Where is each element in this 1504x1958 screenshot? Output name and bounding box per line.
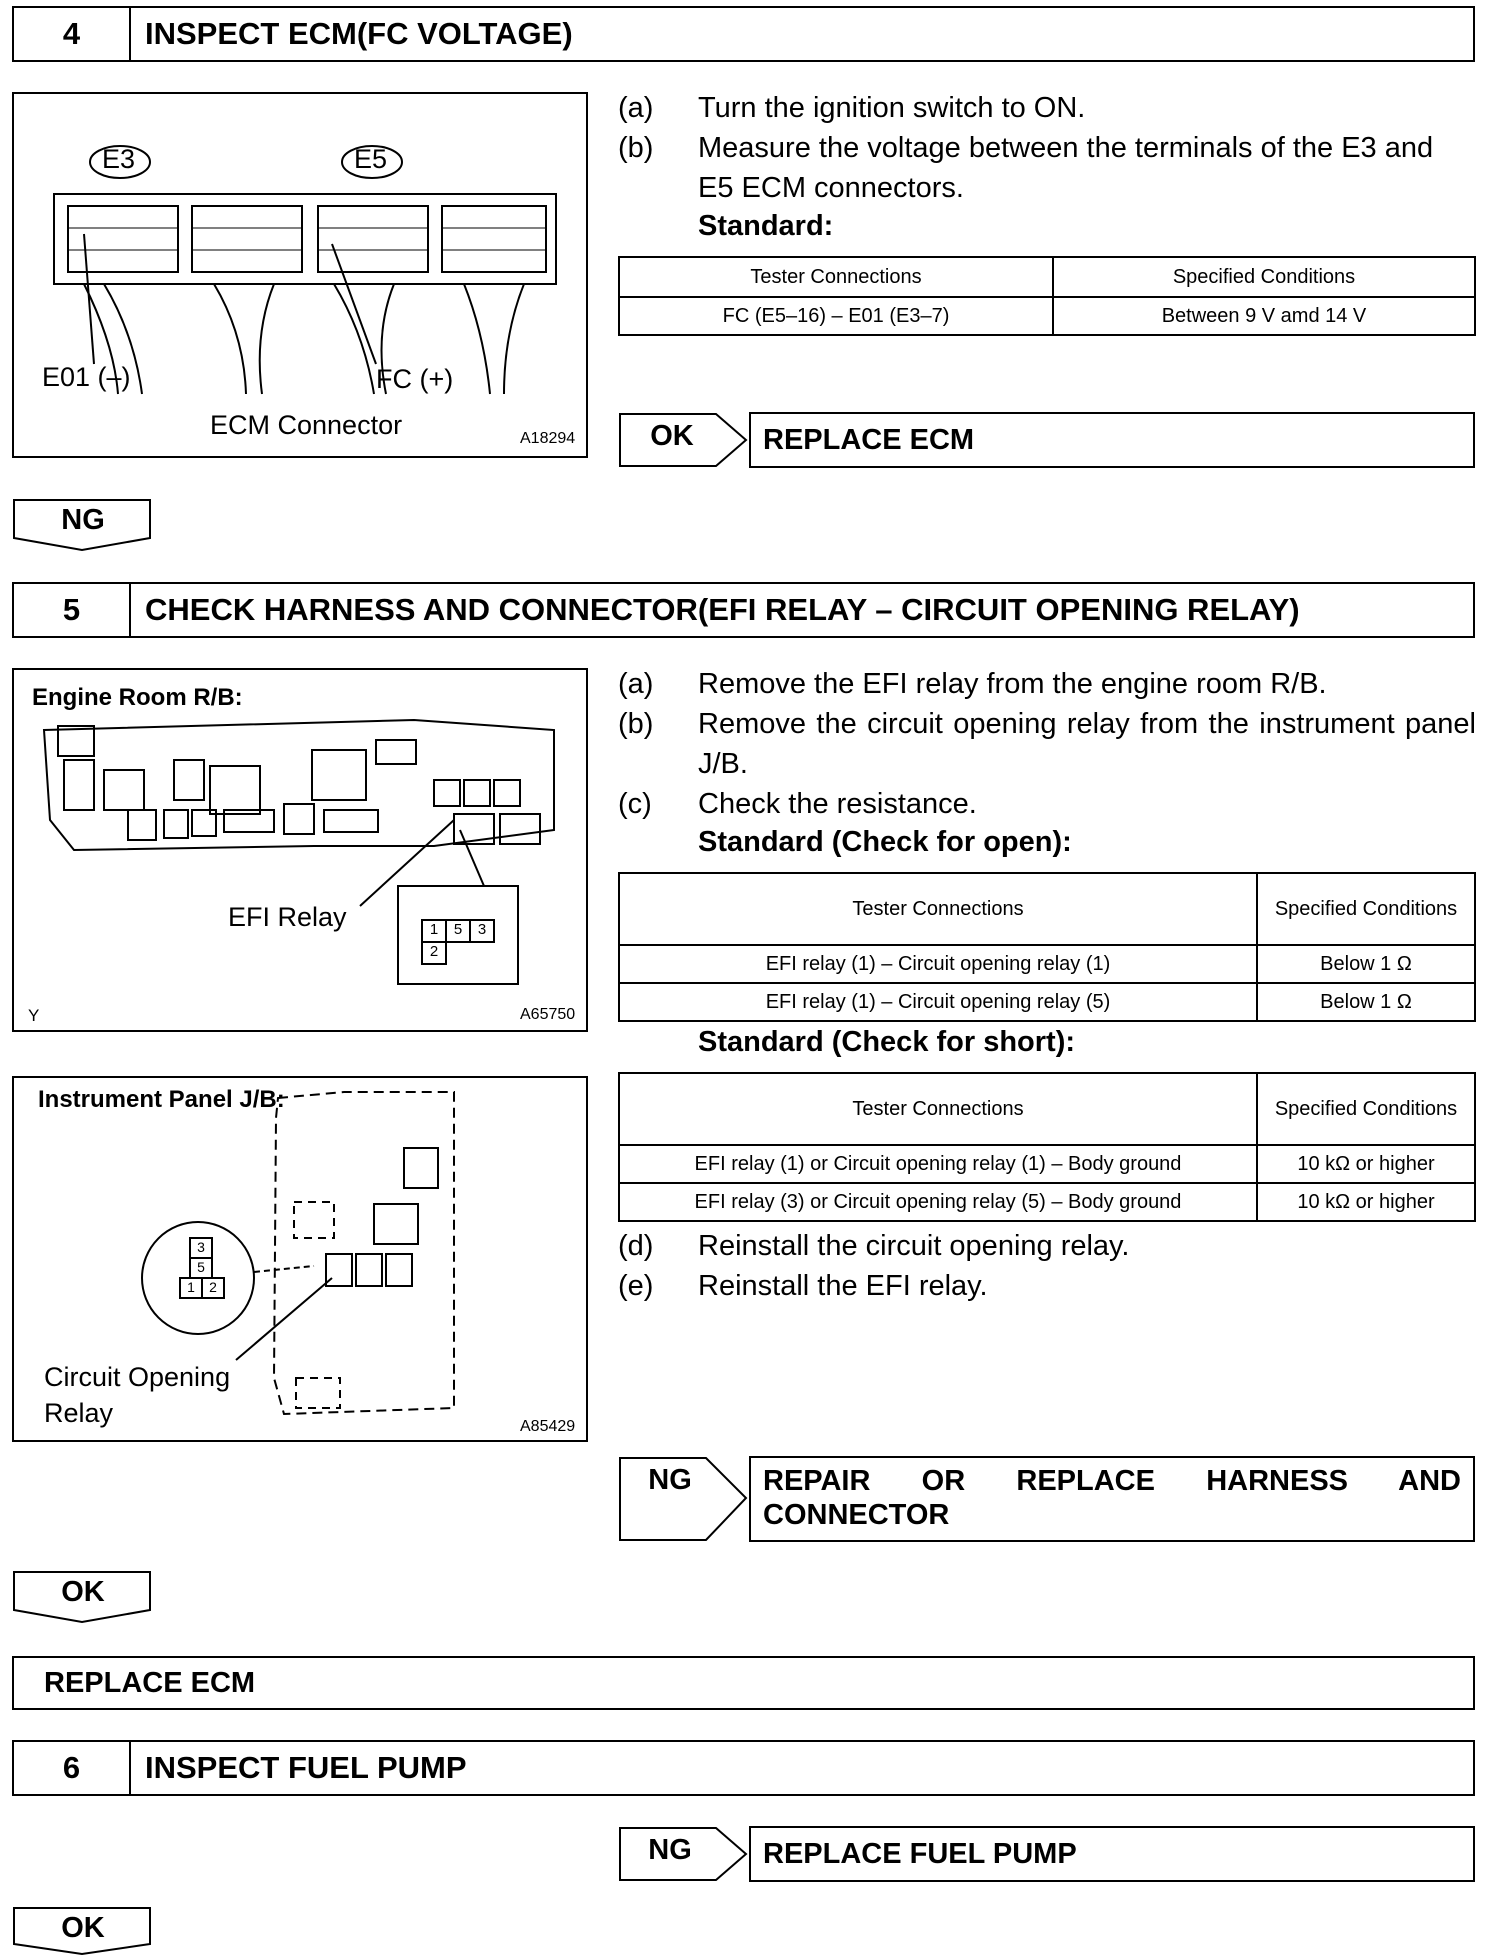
table-cell: Between 9 V amd 14 V: [1053, 297, 1475, 335]
figure-code: A85429: [520, 1418, 576, 1435]
step-number: 5: [14, 584, 131, 636]
instruction-text: Turn the ignition switch to ON.: [698, 92, 1086, 124]
table-cell: EFI relay (1) – Circuit opening relay (5): [619, 983, 1257, 1021]
table-cell: 10 kΩ or higher: [1257, 1183, 1475, 1221]
instruction-label: (a): [618, 668, 654, 700]
step-number: 4: [14, 8, 131, 60]
instruction-label: (c): [618, 788, 652, 820]
spec-table-open: [618, 872, 1476, 1022]
table-cell: EFI relay (1) – Circuit opening relay (1): [619, 945, 1257, 983]
instruction-item: [618, 88, 1476, 128]
relay-label: Circuit Opening: [44, 1362, 231, 1392]
figure-title: Instrument Panel J/B:: [38, 1086, 285, 1113]
result-replace-ecm-final: REPLACE ECM: [12, 1656, 1475, 1710]
table-row: [619, 1145, 1475, 1183]
ok-tab-label: OK: [61, 1912, 105, 1944]
table-cell: Below 1 Ω: [1257, 945, 1475, 983]
ok-tab-label: OK: [61, 1576, 105, 1608]
relay-label: Relay: [44, 1398, 114, 1428]
instruction-text: Check the resistance.: [698, 788, 977, 820]
pin-label: 2: [429, 943, 439, 960]
step-5-instructions: [618, 664, 1476, 824]
ecm-connector-figure: [12, 92, 588, 458]
result-line: REPAIR OR REPLACE HARNESS AND: [763, 1465, 1461, 1497]
table-row: [619, 297, 1475, 335]
figure-code: A65750: [520, 1006, 576, 1023]
step-title: INSPECT ECM(FC VOLTAGE): [145, 16, 573, 51]
result-replace-ecm: REPLACE ECM: [749, 412, 1475, 468]
instrument-panel-jb-figure: [12, 1076, 588, 1442]
result-replace-fuel-pump: REPLACE FUEL PUMP: [749, 1826, 1475, 1882]
instruction-text: Reinstall the circuit opening relay.: [698, 1230, 1130, 1262]
instruction-item: [618, 704, 1476, 784]
figure-title: Engine Room R/B:: [32, 684, 243, 711]
pin-label: 3: [477, 921, 487, 938]
pin-label: 1: [429, 921, 439, 938]
standard-short-label: Standard (Check for short):: [698, 1026, 1076, 1058]
step-6-header: [12, 1740, 1475, 1796]
step-5-instructions-after: [618, 1226, 1476, 1306]
pin-label: 2: [209, 1279, 217, 1295]
instruction-text: Remove the circuit opening relay from the instrument panel J/B.: [698, 708, 1476, 780]
table-header: Tester Connections: [619, 873, 1257, 945]
table-row: [619, 945, 1475, 983]
table-header: Specified Conditions: [1257, 873, 1475, 945]
standard-label: Standard:: [698, 210, 834, 242]
table-header: Tester Connections: [619, 257, 1053, 297]
instruction-item: [618, 128, 1476, 208]
engine-room-rb-figure: [12, 668, 588, 1032]
table-header: Specified Conditions: [1053, 257, 1475, 297]
spec-table-short: [618, 1072, 1476, 1222]
ng-tab-label: NG: [648, 1464, 692, 1496]
ecm-connector-diagram: [14, 94, 588, 458]
step-5-header: [12, 582, 1475, 638]
instruction-item: [618, 1226, 1476, 1266]
efi-relay-label: EFI Relay: [228, 902, 347, 932]
table-row: [619, 983, 1475, 1021]
e01-label: E01 (–): [42, 362, 131, 392]
table-header: Specified Conditions: [1257, 1073, 1475, 1145]
step-4-header: [12, 6, 1475, 62]
figure-caption: ECM Connector: [210, 410, 403, 440]
ng-tab-label: NG: [648, 1834, 692, 1866]
instruction-item: [618, 784, 1476, 824]
ok-tab-label: OK: [650, 420, 694, 452]
table-cell: EFI relay (3) or Circuit opening relay (5) – Body ground: [619, 1183, 1257, 1221]
result-repair-harness: [749, 1456, 1475, 1542]
standard-open-label: Standard (Check for open):: [698, 826, 1072, 858]
instruction-label: (b): [618, 708, 654, 740]
table-cell: 10 kΩ or higher: [1257, 1145, 1475, 1183]
figure-corner-mark: Y: [28, 1006, 40, 1025]
ng-tab-label: NG: [61, 504, 105, 536]
step-number: 6: [14, 1742, 131, 1794]
instruction-label: (a): [618, 92, 654, 124]
table-row: [619, 1183, 1475, 1221]
fc-label: FC (+): [376, 364, 454, 394]
pin-label: 5: [453, 921, 463, 938]
instruction-label: (d): [618, 1230, 654, 1262]
instruction-text: Reinstall the EFI relay.: [698, 1270, 988, 1302]
e3-label: E3: [102, 144, 136, 174]
pin-label: 5: [197, 1259, 205, 1275]
instruction-text: Remove the EFI relay from the engine room R/B.: [698, 668, 1327, 700]
instruction-label: (e): [618, 1270, 654, 1302]
pin-label: 1: [187, 1279, 195, 1295]
step-title: CHECK HARNESS AND CONNECTOR(EFI RELAY – CIRCUIT OPENING RELAY): [145, 592, 1300, 627]
instruction-text: Measure the voltage between the terminals of the E3 and E5 ECM connectors.: [698, 132, 1434, 204]
result-line: CONNECTOR: [763, 1499, 950, 1531]
instruction-label: (b): [618, 132, 654, 164]
engine-room-rb-diagram: [14, 670, 588, 1032]
table-header: Tester Connections: [619, 1073, 1257, 1145]
instruction-item: [618, 664, 1476, 704]
e5-label: E5: [354, 144, 388, 174]
pin-label: 3: [197, 1239, 205, 1255]
instruction-item: [618, 1266, 1476, 1306]
spec-table-voltage: [618, 256, 1476, 336]
figure-code: A18294: [520, 430, 576, 447]
table-cell: Below 1 Ω: [1257, 983, 1475, 1021]
table-cell: FC (E5–16) – E01 (E3–7): [619, 297, 1053, 335]
step-title: INSPECT FUEL PUMP: [145, 1750, 467, 1785]
step-4-instructions: [618, 88, 1476, 208]
table-cell: EFI relay (1) or Circuit opening relay (1) – Body ground: [619, 1145, 1257, 1183]
